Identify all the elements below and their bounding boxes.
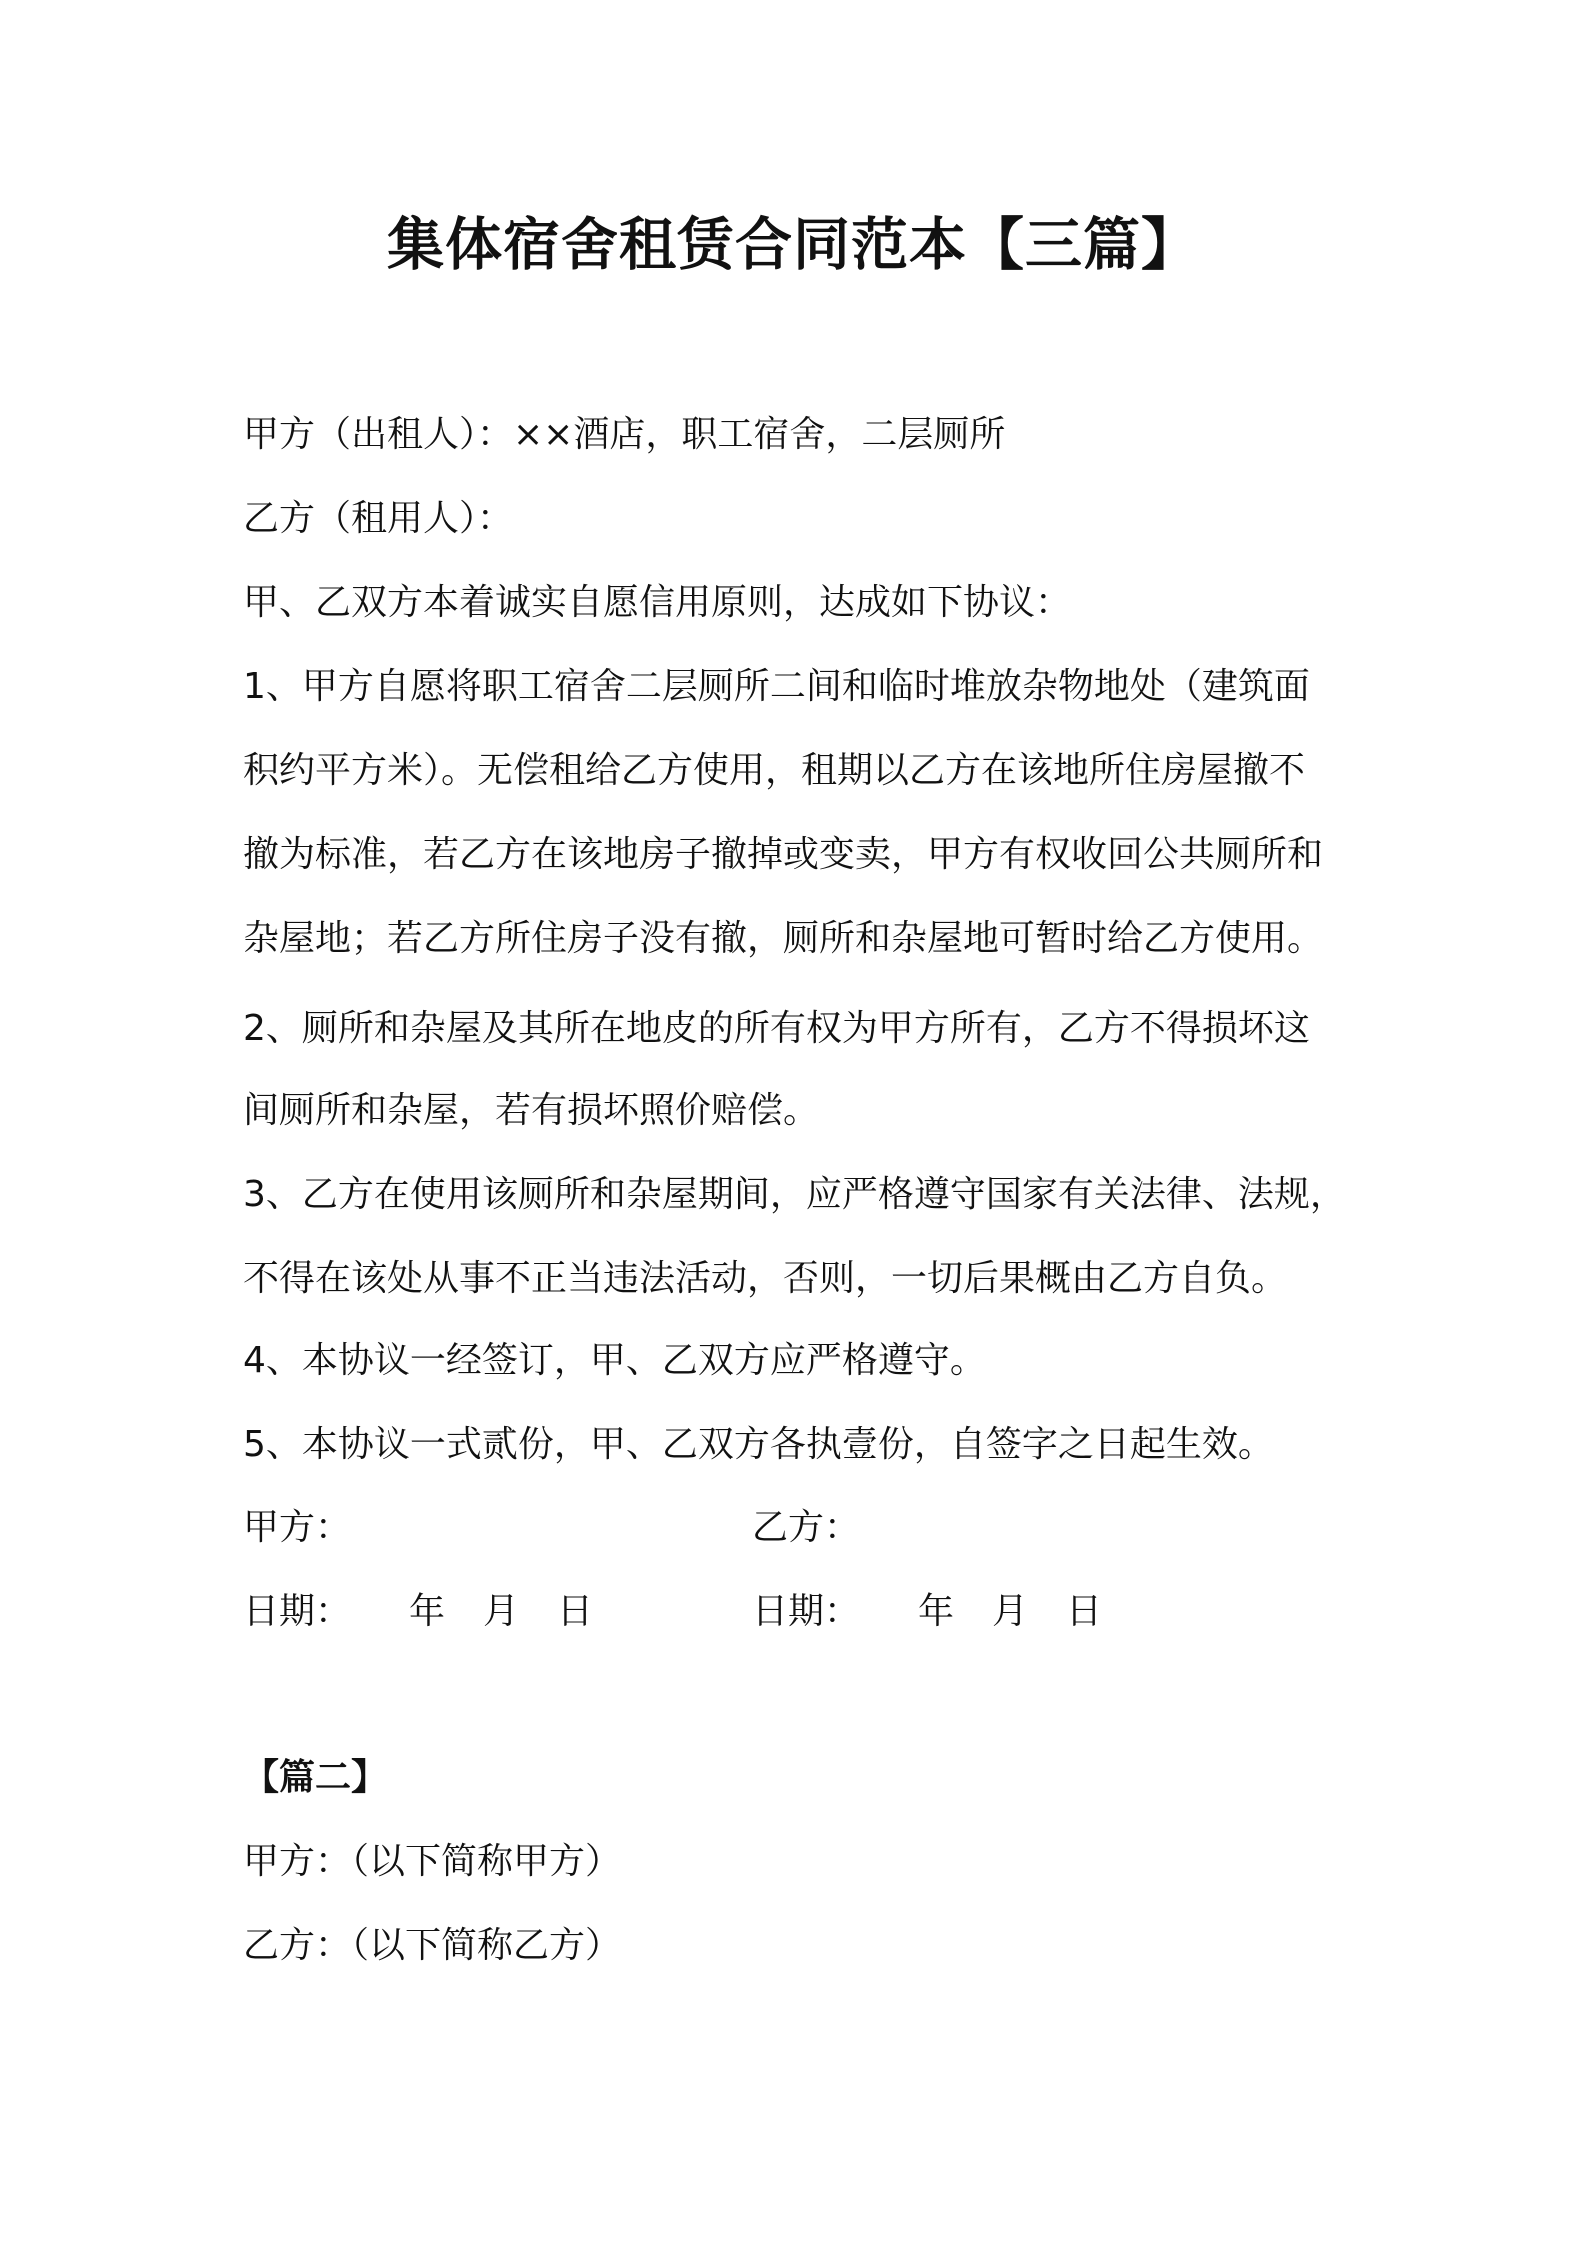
month-label: 月 bbox=[483, 1591, 520, 1632]
section-2-party-a: 甲方：（以下简称甲方） bbox=[243, 1841, 622, 1882]
date-label: 日期： bbox=[243, 1591, 352, 1632]
section-2-party-b: 乙方：（以下简称乙方） bbox=[243, 1925, 622, 1966]
document-title: 集体宿舍租赁合同范本【三篇】 bbox=[387, 212, 1199, 278]
section-2-heading: 【篇二】 bbox=[243, 1757, 388, 1798]
year-label: 年 bbox=[409, 1591, 446, 1632]
clause-1-line-1: 1、甲方自愿将职工宿舍二层厕所二间和临时堆放杂物地处（建筑面 bbox=[243, 666, 1310, 707]
month-label: 月 bbox=[992, 1591, 1029, 1632]
signature-party-b: 乙方： bbox=[752, 1507, 861, 1548]
clause-3-line-1: 3、乙方在使用该厕所和杂屋期间，应严格遵守国家有关法律、法规， bbox=[243, 1174, 1346, 1215]
day-label: 日 bbox=[1066, 1591, 1103, 1632]
clause-1-line-3: 撤为标准，若乙方在该地房子撤掉或变卖，甲方有权收回公共厕所和 bbox=[243, 834, 1324, 875]
clause-2-line-1: 2、厕所和杂屋及其所在地皮的所有权为甲方所有，乙方不得损坏这 bbox=[243, 1008, 1310, 1049]
clause-1-line-2: 积约平方米）。无偿租给乙方使用，租期以乙方在该地所住房屋撤不 bbox=[243, 750, 1306, 791]
date-label: 日期： bbox=[752, 1591, 861, 1632]
party-b-line: 乙方（租用人）： bbox=[243, 498, 514, 539]
clause-5: 5、本协议一式贰份，甲、乙双方各执壹份，自签字之日起生效。 bbox=[243, 1424, 1274, 1465]
date-line-party-a bbox=[243, 1587, 593, 1637]
clause-4: 4、本协议一经签订，甲、乙双方应严格遵守。 bbox=[243, 1340, 986, 1381]
agreement-intro: 甲、乙双方本着诚实自愿信用原则，达成如下协议： bbox=[243, 582, 1072, 623]
signature-party-a: 甲方： bbox=[243, 1507, 352, 1548]
year-label: 年 bbox=[918, 1591, 955, 1632]
day-label: 日 bbox=[557, 1591, 594, 1632]
clause-1-line-4: 杂屋地；若乙方所住房子没有撤，厕所和杂屋地可暂时给乙方使用。 bbox=[243, 918, 1324, 959]
clause-2-line-2: 间厕所和杂屋，若有损坏照价赔偿。 bbox=[243, 1090, 820, 1131]
party-a-line: 甲方（出租人）：××酒店，职工宿舍，二层厕所 bbox=[243, 414, 1006, 455]
date-line-party-b bbox=[752, 1587, 1102, 1637]
clause-3-line-2: 不得在该处从事不正当违法活动，否则，一切后果概由乙方自负。 bbox=[243, 1258, 1288, 1299]
